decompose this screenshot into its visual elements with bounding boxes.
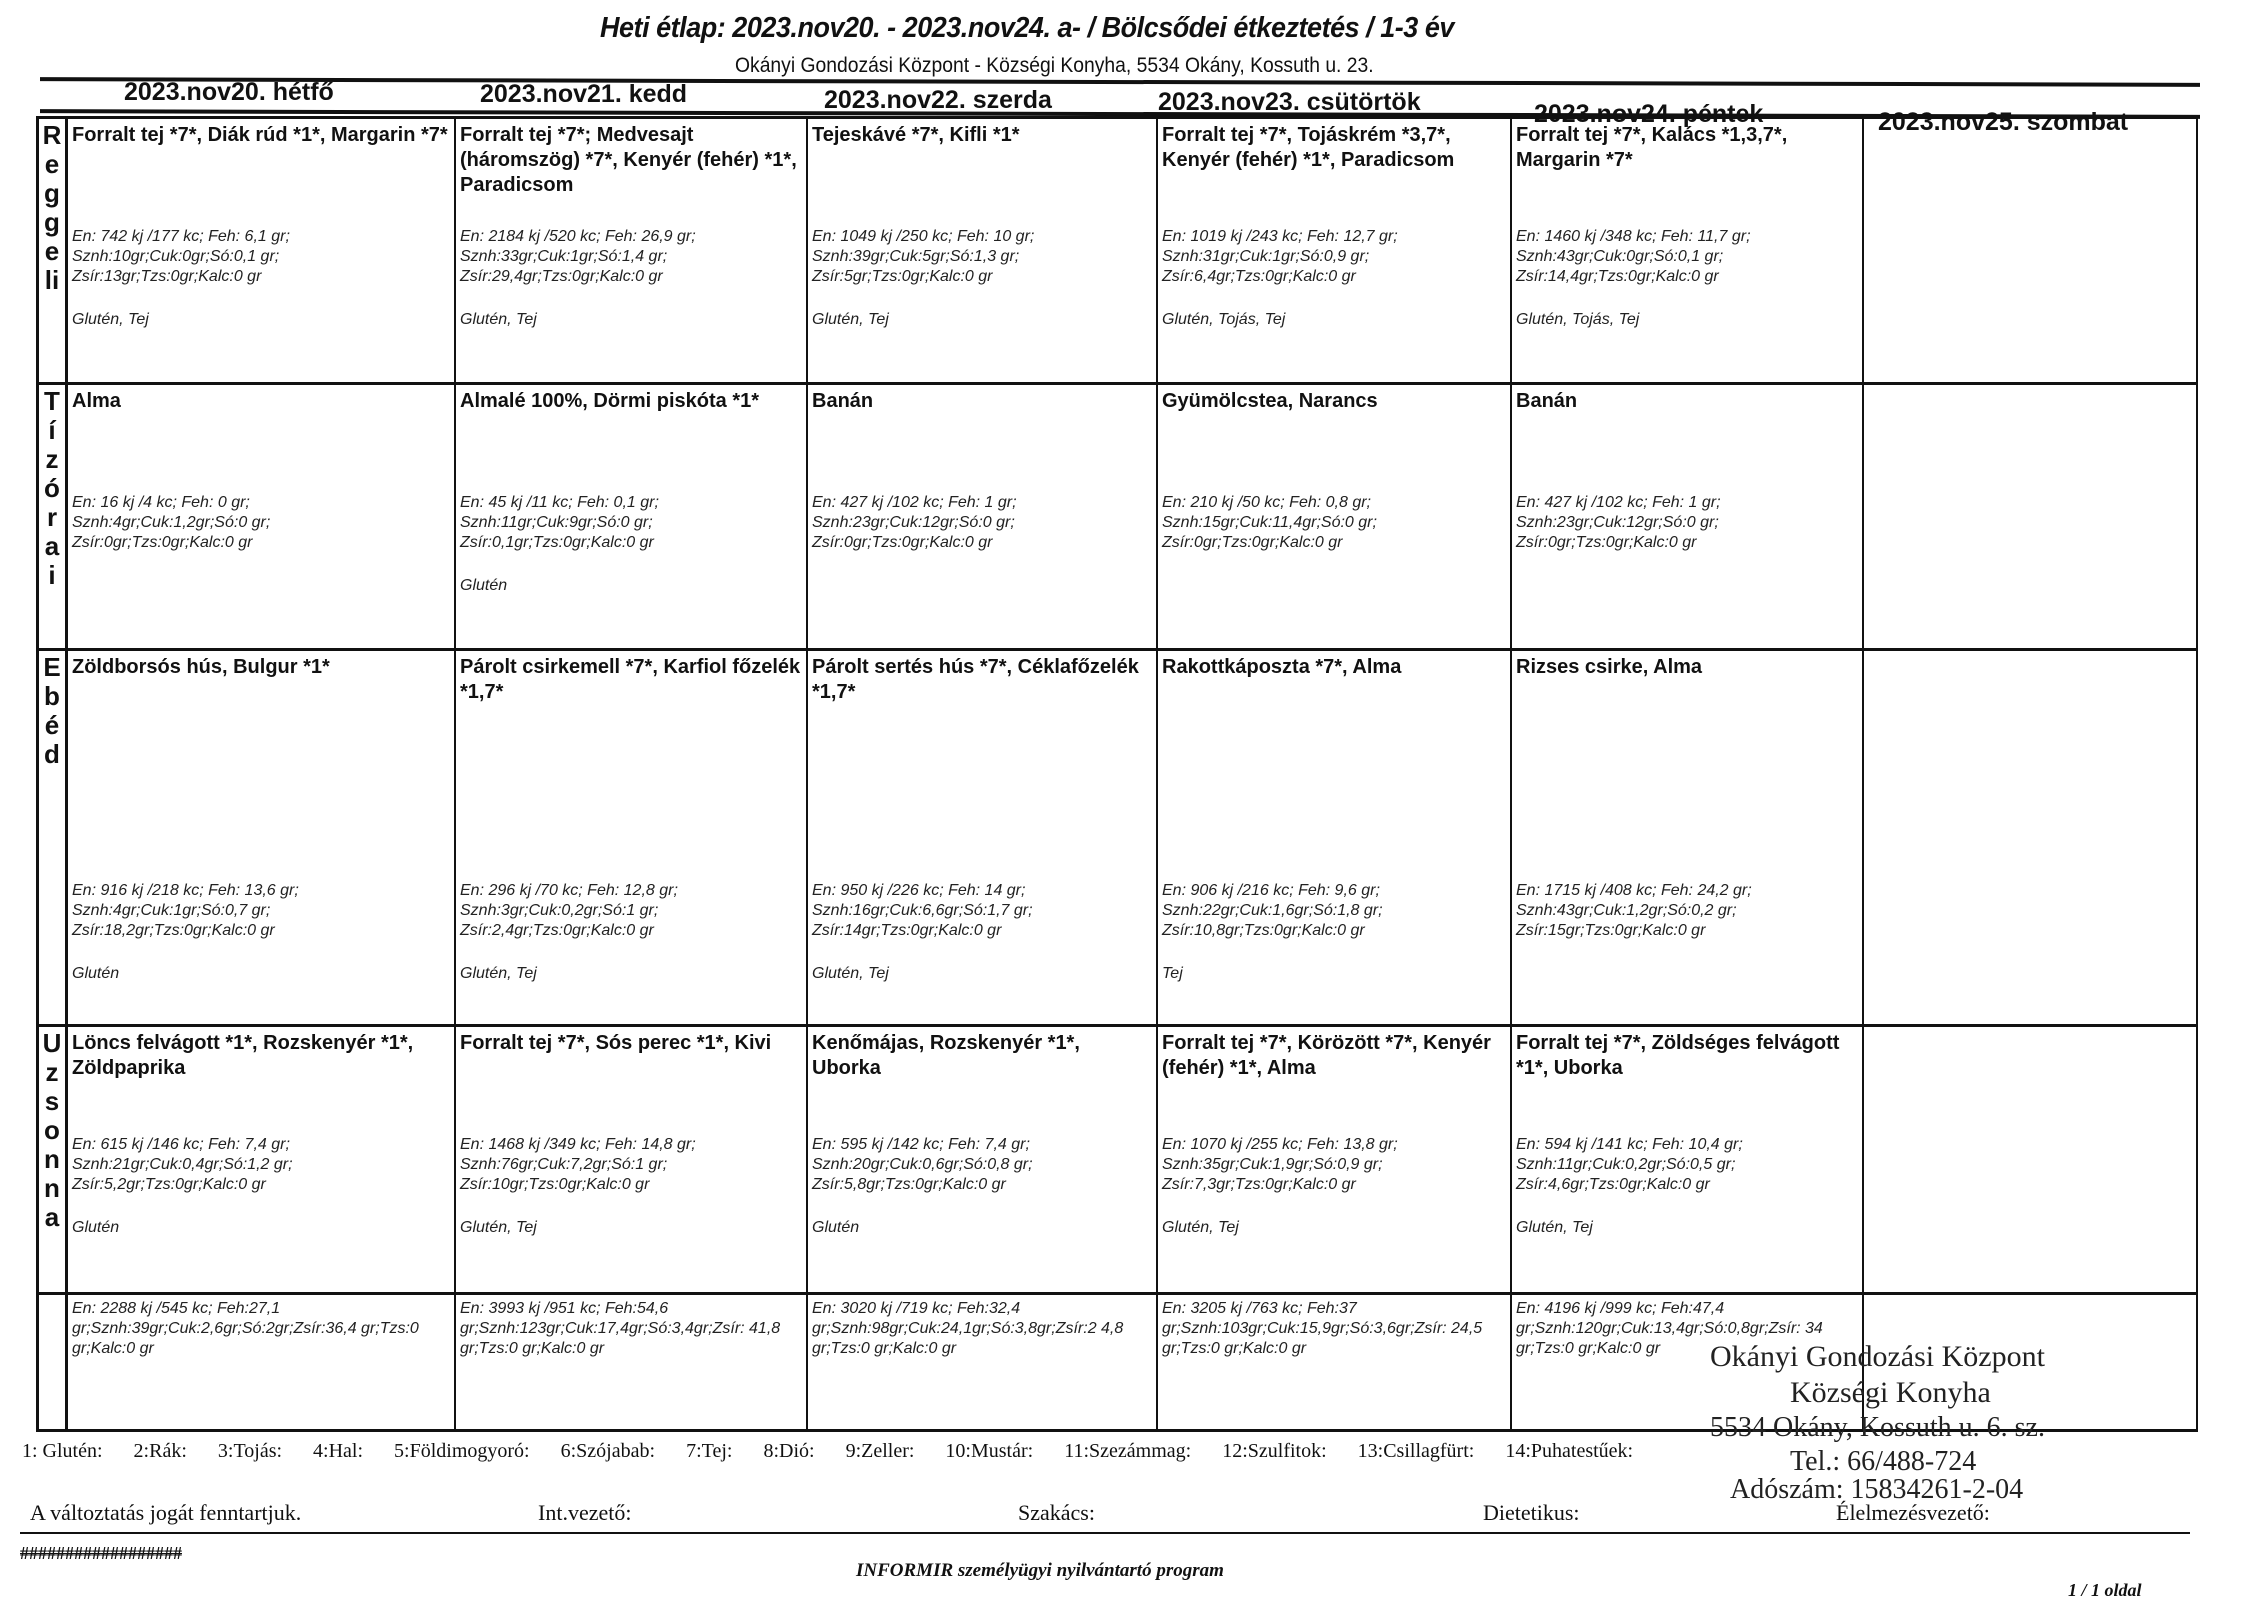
legend-item: 14:Puhatestűek: [1505,1440,1634,1462]
meal-label-letter: i [48,560,56,590]
dish-name: Párolt sertés hús *7*, Céklafőzelék *1,7* [812,656,1139,703]
nutrition-line: En: 615 kj /146 kc; Feh: 7,4 gr; [72,1136,290,1153]
menu-cell [68,1027,456,1295]
meal-label-letter: g [44,178,60,208]
menu-cell [808,119,1158,385]
legend-item: 11:Szezámmag: [1064,1440,1192,1462]
menu-cell [1864,1027,2198,1295]
footer-hash: ################## [20,1543,182,1563]
nutrition-line: Zsír:6,4gr;Tzs:0gr;Kalc:0 gr [1162,268,1356,285]
menu-cell [456,119,808,385]
meal-label-letter: z [45,444,59,474]
meal-label-letter: a [44,531,60,561]
daily-total-text: En: 2288 kj /545 kc; Feh:27,1 gr;Sznh:39gr;Cuk:2,6gr;Só:2gr;Zsír:36,4 gr;Tzs:0 gr;Kalc:0 gr [72,1300,419,1357]
nutrition-line: Zsír:5gr;Tzs:0gr;Kalc:0 gr [812,268,993,285]
dish-name: Forralt tej *7*, Körözött *7*, Kenyér (fehér) *1*, Alma [1162,1032,1491,1079]
menu-cell [808,1027,1158,1295]
daily-total-text: En: 4196 kj /999 kc; Feh:47,4 gr;Sznh:120gr;Cuk:13,4gr;Só:0,8gr;Zsír: 34 gr;Tzs:0 gr;Kalc:0 gr [1516,1300,1823,1357]
nutrition-line: Sznh:11gr;Cuk:0,2gr;Só:0,5 gr; [1516,1156,1736,1173]
menu-cell [1864,119,2198,385]
meal-label-letter: s [44,1086,60,1116]
allergen-list: Glutén, Tej [1516,1219,1593,1236]
menu-cell [1864,385,2198,651]
signature-int-vezeto: Int.vezető: [538,1500,632,1525]
meal-label-letter: li [44,265,60,295]
nutrition-line: En: 1049 kj /250 kc; Feh: 10 gr; [812,228,1035,245]
legend-item: 10:Mustár: [945,1440,1034,1462]
meal-label [36,385,68,651]
meal-label-letter: a [44,1202,60,1232]
page-title: Heti étlap: 2023.nov20. - 2023.nov24. a- / Bölcsődei étkeztetés / 1-3 év [600,12,1454,44]
meal-label-letter: r [46,502,58,532]
daily-total-cell [68,1295,456,1429]
meal-label-letter: n [44,1144,60,1174]
allergen-list: Glutén, Tej [812,965,889,982]
menu-cell [456,1027,808,1295]
day-header: 2023.nov23. csütörtök [1158,88,1421,116]
stamp-line: Tel.: 66/488-724 [1790,1446,1977,1477]
nutrition-line: Zsír:10gr;Tzs:0gr;Kalc:0 gr [460,1176,650,1193]
day-header: 2023.nov25. szombat [1878,108,2129,136]
dish-name: Banán [1516,390,1578,412]
dish-name: Párolt csirkemell *7*, Karfiol főzelék *1,7* [460,656,801,703]
dish-name: Forralt tej *7*, Sós perec *1*, Kivi [460,1032,772,1054]
nutrition-line: Sznh:15gr;Cuk:11,4gr;Só:0 gr; [1162,514,1377,531]
reserve-note: A változtatás jogát fenntartjuk. [30,1500,302,1525]
nutrition-line: Zsír:15gr;Tzs:0gr;Kalc:0 gr [1516,922,1706,939]
allergen-list: Glutén [460,577,508,594]
meal-label [36,651,68,1027]
menu-cell [1512,651,1864,1027]
totals-label [36,1295,68,1429]
menu-cell [456,385,808,651]
nutrition-line: En: 1019 kj /243 kc; Feh: 12,7 gr; [1162,228,1398,245]
menu-cell [1158,385,1512,651]
meal-label-letter: o [44,1115,60,1145]
nutrition-line: En: 595 kj /142 kc; Feh: 7,4 gr; [812,1136,1030,1153]
allergen-list: Glutén [812,1219,860,1236]
allergen-list: Tej [1162,965,1183,982]
stamp-line: 5534 Okány, Kossuth u. 6. sz. [1710,1412,2045,1443]
legend-item: 7:Tej: [686,1440,733,1462]
nutrition-line: En: 427 kj /102 kc; Feh: 1 gr; [1516,494,1721,511]
legend-item: 4:Hal: [313,1440,364,1462]
nutrition-line: Sznh:3gr;Cuk:0,2gr;Só:1 gr; [460,902,659,919]
nutrition-line: En: 296 kj /70 kc; Feh: 12,8 gr; [460,882,678,899]
dish-name: Forralt tej *7*, Tojáskrém *3,7*, Kenyér (fehér) *1*, Paradicsom [1162,124,1455,171]
signature-dietetikus: Dietetikus: [1483,1500,1580,1525]
legend-item: 2:Rák: [133,1440,187,1462]
meal-label-letter: e [44,149,60,179]
nutrition-line: Zsír:14,4gr;Tzs:0gr;Kalc:0 gr [1516,268,1719,285]
menu-cell [1864,651,2198,1027]
meal-label-letter: z [45,1057,59,1087]
dish-name: Forralt tej *7*, Zöldséges felvágott *1*, Uborka [1516,1032,1840,1079]
nutrition-line: En: 916 kj /218 kc; Feh: 13,6 gr; [72,882,299,899]
daily-total-cell [456,1295,808,1429]
nutrition-line: Sznh:76gr;Cuk:7,2gr;Só:1 gr; [460,1156,668,1173]
meal-label-letter: g [44,207,60,237]
signature-szakacs: Szakács: [1018,1500,1095,1525]
legend-item: 3:Tojás: [217,1440,283,1462]
legend-item: 8:Dió: [763,1440,815,1462]
nutrition-line: Zsír:5,8gr;Tzs:0gr;Kalc:0 gr [812,1176,1006,1193]
meal-label-letter: T [44,386,60,416]
menu-cell [68,119,456,385]
nutrition-line: En: 427 kj /102 kc; Feh: 1 gr; [812,494,1017,511]
allergen-legend [22,1440,1659,1463]
dish-name: Forralt tej *7*; Medvesajt (háromszög) *7*, Kenyér (fehér) *1*, Paradicsom [460,124,797,196]
meal-label-letter: U [42,1028,62,1058]
signature-elelmezesvezeto: Élelmezésvezető: [1836,1500,1990,1525]
dish-name: Forralt tej *7*, Diák rúd *1*, Margarin *7* [72,124,448,146]
meal-row-reggeli [36,116,2198,385]
nutrition-line: Zsír:14gr;Tzs:0gr;Kalc:0 gr [812,922,1002,939]
menu-cell [1158,119,1512,385]
meal-label-letter: ó [44,473,60,503]
nutrition-line: Sznh:4gr;Cuk:1,2gr;Só:0 gr; [72,514,271,531]
nutrition-line: Zsír:2,4gr;Tzs:0gr;Kalc:0 gr [460,922,654,939]
nutrition-line: Sznh:23gr;Cuk:12gr;Só:0 gr; [812,514,1015,531]
menu-cell [68,385,456,651]
nutrition-line: Sznh:31gr;Cuk:1gr;Só:0,9 gr; [1162,248,1370,265]
stamp-line: Okányi Gondozási Központ [1710,1340,2045,1373]
allergen-list: Glutén [72,965,120,982]
nutrition-line: En: 1715 kj /408 kc; Feh: 24,2 gr; [1516,882,1752,899]
meal-label-letter: E [43,652,61,682]
nutrition-line: Sznh:20gr;Cuk:0,6gr;Só:0,8 gr; [812,1156,1033,1173]
dish-name: Kenőmájas, Rozskenyér *1*, Uborka [812,1032,1080,1079]
nutrition-line: Sznh:39gr;Cuk:5gr;Só:1,3 gr; [812,248,1020,265]
menu-cell [1512,385,1864,651]
nutrition-line: En: 742 kj /177 kc; Feh: 6,1 gr; [72,228,290,245]
nutrition-line: Sznh:43gr;Cuk:1,2gr;Só:0,2 gr; [1516,902,1737,919]
nutrition-line: Zsír:7,3gr;Tzs:0gr;Kalc:0 gr [1162,1176,1356,1193]
daily-total-text: En: 3205 kj /763 kc; Feh:37 gr;Sznh:103gr;Cuk:15,9gr;Só:3,6gr;Zsír: 24,5 gr;Tzs:0 gr;Kalc:0 gr [1162,1300,1483,1357]
meal-label-letter: b [44,681,60,711]
nutrition-line: Zsír:0gr;Tzs:0gr;Kalc:0 gr [1162,534,1343,551]
menu-cell [1158,1027,1512,1295]
allergen-list: Glutén [72,1219,120,1236]
daily-total-text: En: 3993 kj /951 kc; Feh:54,6 gr;Sznh:123gr;Cuk:17,4gr;Só:3,4gr;Zsír: 41,8 gr;Tzs:0 gr;Kalc:0 gr [460,1300,781,1357]
meal-label-letter: n [44,1173,60,1203]
page-number: 1 / 1 oldal [2068,1580,2142,1600]
nutrition-line: En: 1070 kj /255 kc; Feh: 13,8 gr; [1162,1136,1398,1153]
allergen-list: Glutén, Tojás, Tej [1162,311,1286,328]
allergen-list: Glutén, Tej [460,311,537,328]
nutrition-line: Zsír:5,2gr;Tzs:0gr;Kalc:0 gr [72,1176,266,1193]
stamp-line: Községi Konyha [1790,1376,1991,1409]
day-header: 2023.nov21. kedd [480,80,688,108]
dish-name: Gyümölcstea, Narancs [1162,390,1378,412]
nutrition-line: Sznh:33gr;Cuk:1gr;Só:1,4 gr; [460,248,668,265]
nutrition-line: Sznh:35gr;Cuk:1,9gr;Só:0,9 gr; [1162,1156,1383,1173]
meal-row-tízórai [36,382,2198,651]
day-header: 2023.nov24. péntek [1534,100,1764,128]
dish-name: Forralt tej *7*, Kalács *1,3,7*, Margarin *7* [1516,124,1788,171]
menu-cell [808,385,1158,651]
menu-cell [68,651,456,1027]
menu-grid [36,116,2198,1426]
meal-label [36,1027,68,1295]
nutrition-line: Zsír:0gr;Tzs:0gr;Kalc:0 gr [812,534,993,551]
legend-item: 6:Szójabab: [560,1440,656,1462]
nutrition-line: Sznh:16gr;Cuk:6,6gr;Só:1,7 gr; [812,902,1033,919]
nutrition-line: En: 1460 kj /348 kc; Feh: 11,7 gr; [1516,228,1751,245]
page-subtitle: Okányi Gondozási Központ - Községi Konyha, 5534 Okány, Kossuth u. 23. [735,54,1374,77]
meal-row-uzsonna [36,1024,2198,1295]
dish-name: Rizses csirke, Alma [1516,656,1703,678]
nutrition-line: Zsír:0,1gr;Tzs:0gr;Kalc:0 gr [460,534,654,551]
dish-name: Banán [812,390,874,412]
allergen-list: Glutén, Tej [72,311,149,328]
nutrition-line: Zsír:29,4gr;Tzs:0gr;Kalc:0 gr [460,268,663,285]
stamp-line: Adószám: 15834261-2-04 [1730,1474,2024,1505]
dish-name: Almalé 100%, Dörmi piskóta *1* [460,390,760,412]
nutrition-line: En: 210 kj /50 kc; Feh: 0,8 gr; [1162,494,1371,511]
nutrition-line: Sznh:43gr;Cuk:0gr;Só:0,1 gr; [1516,248,1724,265]
nutrition-line: Sznh:11gr;Cuk:9gr;Só:0 gr; [460,514,653,531]
footer-program: INFORMIR személyügyi nyilvántartó program [856,1560,1224,1581]
dish-name: Löncs felvágott *1*, Rozskenyér *1*, Zöldpaprika [72,1032,414,1079]
allergen-list: Glutén, Tej [460,965,537,982]
nutrition-line: En: 45 kj /11 kc; Feh: 0,1 gr; [460,494,659,511]
nutrition-line: Zsír:0gr;Tzs:0gr;Kalc:0 gr [1516,534,1697,551]
nutrition-line: Zsír:13gr;Tzs:0gr;Kalc:0 gr [72,268,262,285]
daily-total-cell [1158,1295,1512,1429]
dish-name: Tejeskávé *7*, Kifli *1* [812,124,1020,146]
menu-cell [1512,119,1864,385]
nutrition-line: Sznh:22gr;Cuk:1,6gr;Só:1,8 gr; [1162,902,1383,919]
menu-cell [456,651,808,1027]
day-header: 2023.nov20. hétfő [124,78,334,106]
meal-label-letter: d [44,739,60,769]
dish-name: Zöldborsós hús, Bulgur *1* [72,656,330,678]
dish-name: Alma [72,390,121,412]
meal-label-letter: í [48,415,56,445]
menu-cell [1158,651,1512,1027]
daily-total-text: En: 3020 kj /719 kc; Feh:32,4 gr;Sznh:98gr;Cuk:24,1gr;Só:3,8gr;Zsír:2 4,8 gr;Tzs:0 gr;Kalc:0 gr [812,1300,1124,1357]
menu-cell [808,651,1158,1027]
nutrition-line: Zsír:18,2gr;Tzs:0gr;Kalc:0 gr [72,922,275,939]
meal-label-letter: e [44,236,60,266]
nutrition-line: Zsír:0gr;Tzs:0gr;Kalc:0 gr [72,534,253,551]
allergen-list: Glutén, Tej [460,1219,537,1236]
nutrition-line: Sznh:4gr;Cuk:1gr;Só:0,7 gr; [72,902,271,919]
nutrition-line: Sznh:23gr;Cuk:12gr;Só:0 gr; [1516,514,1719,531]
dish-name: Rakottkáposzta *7*, Alma [1162,656,1402,678]
nutrition-line: En: 1468 kj /349 kc; Feh: 14,8 gr; [460,1136,696,1153]
allergen-list: Glutén, Tej [1162,1219,1239,1236]
nutrition-line: En: 906 kj /216 kc; Feh: 9,6 gr; [1162,882,1380,899]
nutrition-line: En: 950 kj /226 kc; Feh: 14 gr; [812,882,1026,899]
meal-row-ebéd [36,648,2198,1027]
meal-label-letter: é [44,710,60,740]
allergen-list: Glutén, Tej [812,311,889,328]
allergen-list: Glutén, Tojás, Tej [1516,311,1640,328]
legend-item: 1: Glutén: [22,1440,103,1462]
legend-item: 5:Földimogyoró: [394,1440,530,1462]
legend-item: 9:Zeller: [845,1440,915,1462]
daily-total-cell [808,1295,1158,1429]
nutrition-line: En: 594 kj /141 kc; Feh: 10,4 gr; [1516,1136,1743,1153]
meal-label-letter: R [42,120,62,150]
nutrition-line: Sznh:21gr;Cuk:0,4gr;Só:1,2 gr; [72,1156,293,1173]
legend-item: 12:Szulfitok: [1222,1440,1327,1462]
nutrition-line: Zsír:10,8gr;Tzs:0gr;Kalc:0 gr [1162,922,1365,939]
nutrition-line: En: 2184 kj /520 kc; Feh: 26,9 gr; [460,228,696,245]
nutrition-line: Zsír:4,6gr;Tzs:0gr;Kalc:0 gr [1516,1176,1710,1193]
meal-label [36,119,68,385]
day-header: 2023.nov22. szerda [824,86,1052,114]
signature-rule [20,1532,2190,1534]
nutrition-line: Sznh:10gr;Cuk:0gr;Só:0,1 gr; [72,248,280,265]
legend-item: 13:Csillagfürt: [1357,1440,1475,1462]
menu-cell [1512,1027,1864,1295]
nutrition-line: En: 16 kj /4 kc; Feh: 0 gr; [72,494,250,511]
